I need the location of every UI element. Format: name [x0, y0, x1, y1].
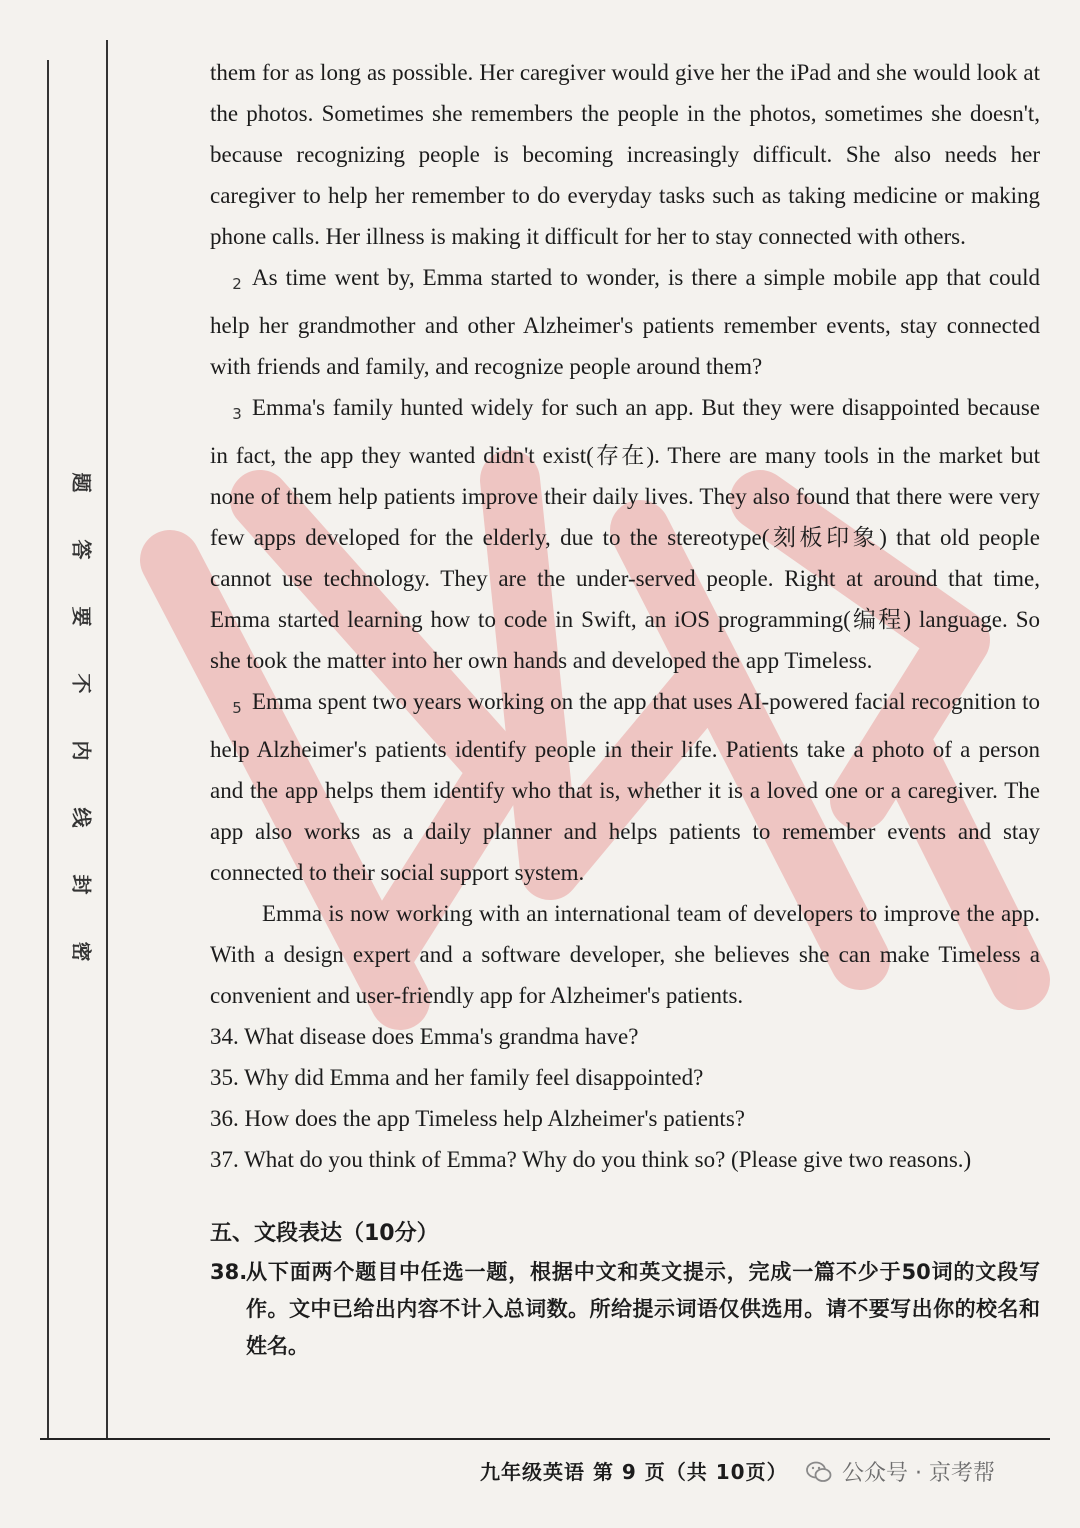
binding-char: 题 — [69, 472, 94, 493]
section-heading: 五、文段表达（10分） — [210, 1221, 439, 1246]
writing-task — [210, 1254, 1040, 1365]
question-item: 36. How does the app Timeless help Alzheimer's patients? — [210, 1106, 745, 1131]
passage-paragraph — [210, 681, 1040, 893]
question-item: 34. What disease does Emma's grandma have? — [210, 1024, 639, 1049]
passage-paragraph — [210, 387, 1040, 681]
binding-char: 线 — [69, 807, 94, 828]
binding-margin — [0, 0, 120, 1528]
handwritten-paragraph-marker: 5 — [232, 699, 242, 717]
task-number: 38. — [210, 1260, 248, 1284]
passage-paragraph — [210, 893, 1040, 1016]
wechat-account-label: 公众号 · 京考帮 — [842, 1461, 995, 1486]
paragraph-text: them for as long as possible. Her caregiver would give her the iPad and she would look at the photos. Sometimes she remembers the people in the photos, sometimes she doesn't, because recognizing people is becoming increasingly difficult. She also needs her caregiver to help her remember to do everyday tasks such as taking medicine or making phone calls. Her illness is making it difficult for her to stay connected with others. — [210, 60, 1040, 249]
question-item: 37. What do you think of Emma? Why do you think so? (Please give two reasons.) — [210, 1147, 972, 1172]
binding-char: 内 — [69, 740, 94, 761]
page-footer: 九年级英语 第 9 页（共 10页） — [480, 1460, 788, 1484]
wechat-icon — [806, 1461, 832, 1483]
handwritten-paragraph-marker: 3 — [232, 405, 242, 423]
main-content — [210, 52, 1040, 1365]
binding-notice — [64, 470, 98, 1006]
task-instructions: 从下面两个题目中任选一题，根据中文和英文提示，完成一篇不少于50词的文段写作。文中已给出内容不计入总词数。所给提示词语仅供选用。请不要写出你的校名和姓名。 — [246, 1260, 1040, 1358]
wechat-account-tag — [806, 1456, 995, 1487]
paragraph-text: Emma's family hunted widely for such an app. But they were disappointed because in fact, the app they wanted didn't exist(存在). There are many tools in the market but none of them help patients improve their daily lives. They also found that there were very few apps developed for the elderly, due to the stereotype(刻板印象) that old people cannot use technology. They are the under-served people. Right at around that time, Emma started learning how to code in Swift, an iOS programming(编程) language. So she took the matter into her own hands and developed the app Timeless. — [210, 395, 1040, 673]
footer-divider — [40, 1438, 1050, 1440]
paragraph-text: As time went by, Emma started to wonder, is there a simple mobile app that could help her grandmother and other Alzheimer's patients remember events, stay connected with friends and family, and recognize people around them? — [210, 265, 1040, 379]
binding-char: 密 — [69, 941, 94, 962]
question-item: 35. Why did Emma and her family feel disappointed? — [210, 1065, 704, 1090]
passage-paragraph — [210, 52, 1040, 257]
handwritten-paragraph-marker: 2 — [232, 275, 242, 293]
paragraph-text: Emma is now working with an international team of developers to improve the app. With a design expert and a software developer, she believes she can make Timeless a convenient and user-friendly app for Alzheimer's patients. — [210, 901, 1040, 1008]
binding-char: 封 — [69, 874, 94, 895]
binding-line-inner — [106, 40, 108, 1440]
paragraph-text: Emma spent two years working on the app that uses AI-powered facial recognition to help Alzheimer's patients identify people in their life. Patients take a photo of a person and the app helps them identify who that is, whether it is a loved one or a caregiver. The app also works as a daily planner and helps patients to remember events and stay connected to their social support system. — [210, 689, 1040, 885]
binding-char: 要 — [69, 606, 94, 627]
passage-paragraph — [210, 257, 1040, 387]
binding-char: 答 — [69, 539, 94, 560]
binding-line-outer — [47, 60, 49, 1440]
binding-char: 不 — [69, 673, 94, 694]
